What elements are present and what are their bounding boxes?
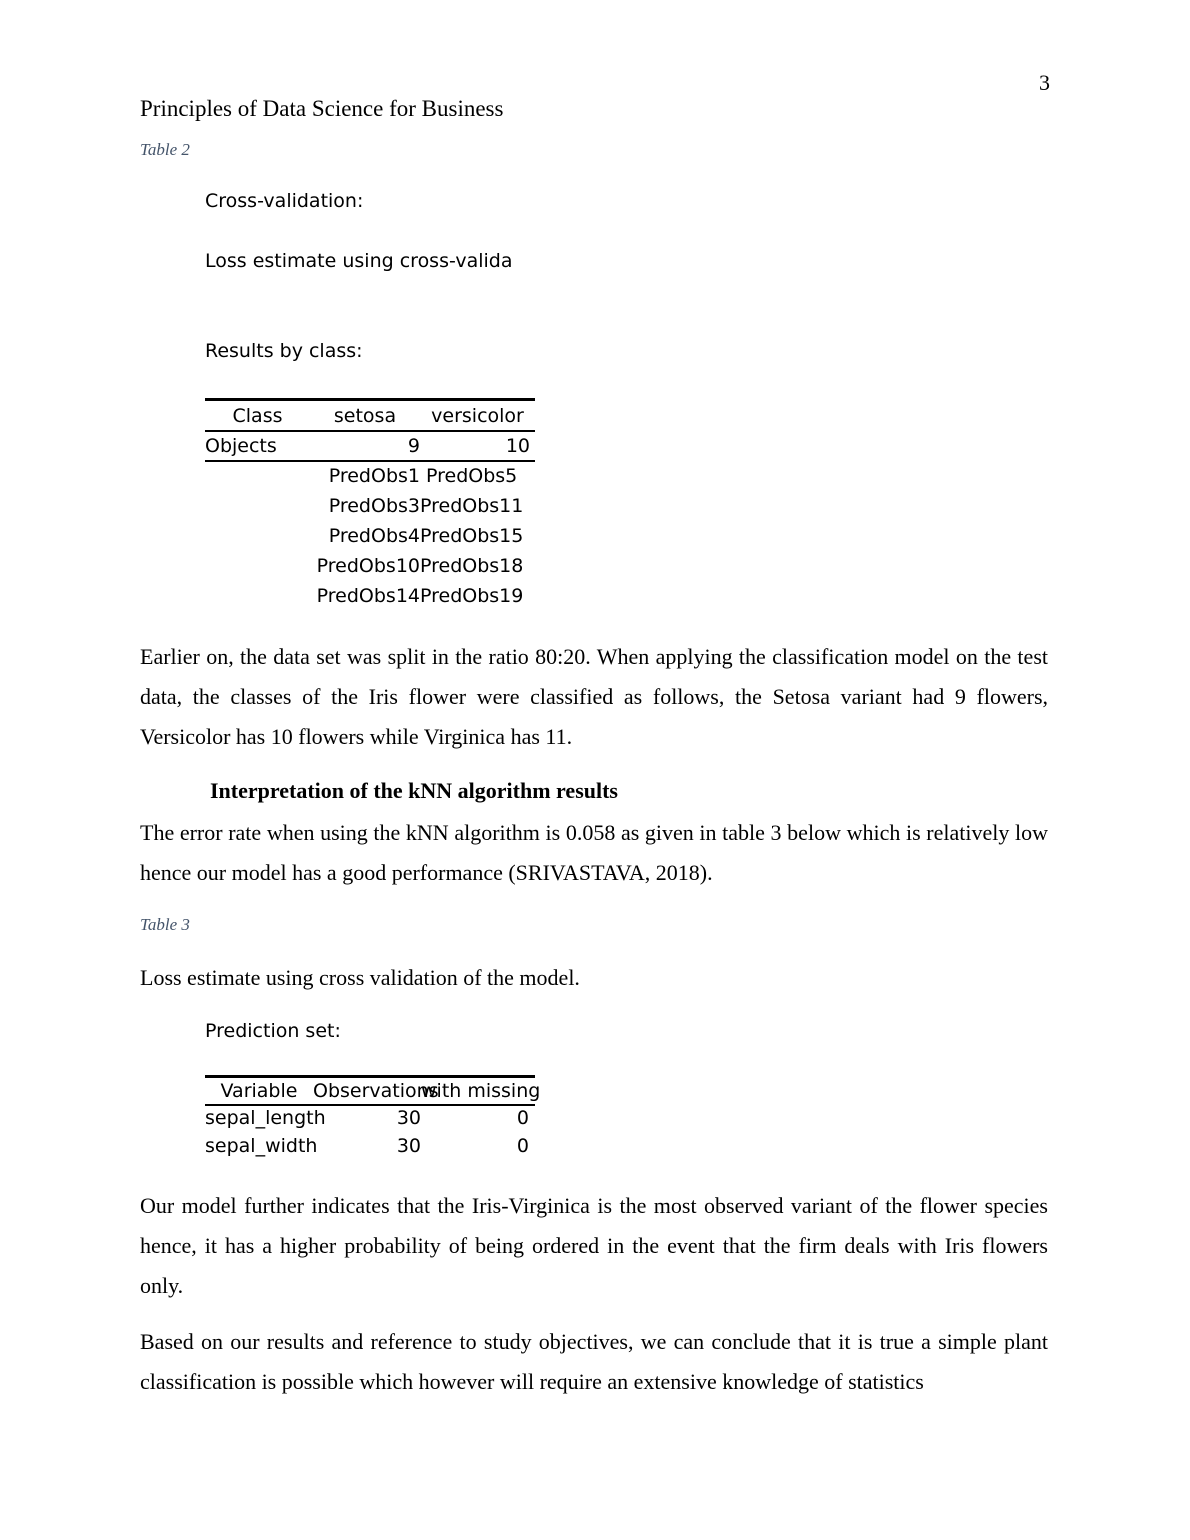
table-cell: PredObs14	[316, 585, 420, 607]
table3-caption: Table 3	[140, 915, 190, 934]
table-cell: PredObs1	[328, 465, 420, 487]
table-cell: sepal_length	[205, 1107, 326, 1129]
table-cell: sepal_width	[205, 1135, 318, 1157]
table2-header-versicolor: versicolor	[431, 405, 524, 427]
table-cell: 0	[516, 1107, 529, 1129]
table-cell: 0	[516, 1135, 529, 1157]
table2-objects-versicolor: 10	[505, 435, 530, 457]
table-cell: 30	[396, 1135, 421, 1157]
table2-objects-setosa: 9	[407, 435, 420, 457]
page-number: 3	[1039, 70, 1050, 95]
table3-header-missing: with missing	[421, 1080, 541, 1102]
running-head: Principles of Data Science for Business	[140, 96, 504, 121]
prediction-set-table	[205, 1075, 541, 1165]
table-cell: 30	[396, 1107, 421, 1129]
table-cell: PredObs10	[316, 555, 420, 577]
paragraph-split-ratio: Earlier on, the data set was split in the ratio 80:20. When applying the classification model on the test data, the classes of the Iris flower were classified as follows, the Setosa variant had 9 flowers, Versicolor has 10 flowers while Virginica has 11.	[140, 644, 1048, 749]
table2-objects-label: Objects	[205, 435, 277, 457]
table2-header-setosa: setosa	[333, 405, 397, 427]
table2-caption: Table 2	[140, 140, 190, 159]
table-cell: PredObs18	[420, 555, 524, 577]
loss-estimate-label: Loss estimate using cross-valida	[205, 250, 513, 272]
table-cell: PredObs11	[420, 495, 524, 517]
paragraph-error-rate: The error rate when using the kNN algorithm is 0.058 as given in table 3 below which is relatively low hence our model has a good performance (SRIVASTAVA, 2018).	[140, 820, 1048, 885]
paragraph-virginica: Our model further indicates that the Iris-Virginica is the most observed variant of the flower species hence, it has a higher probability of being ordered in the event that the firm deals with Iris flowers only.	[140, 1193, 1048, 1298]
table-cell: PredObs19	[420, 585, 524, 607]
table-cell: PredObs15	[420, 525, 524, 547]
results-by-class-table	[205, 398, 535, 613]
table3-description: Loss estimate using cross validation of the model.	[140, 965, 580, 990]
paragraph-conclusion: Based on our results and reference to study objectives, we can conclude that it is true a simple plant classification is possible which however will require an extensive knowledge of statistics	[140, 1329, 1048, 1394]
table-cell: PredObs5	[426, 465, 518, 487]
section-heading: Interpretation of the kNN algorithm results	[210, 778, 618, 803]
table2-header-class: Class	[232, 405, 283, 427]
table3-header-observations: Observations	[313, 1080, 439, 1102]
table3-header-variable: Variable	[220, 1080, 298, 1102]
table-cell: PredObs4	[328, 525, 420, 547]
cross-validation-label: Cross-validation:	[205, 190, 364, 212]
prediction-set-label: Prediction set:	[205, 1020, 341, 1042]
results-by-class-label: Results by class:	[205, 340, 363, 362]
table-cell: PredObs3	[328, 495, 420, 517]
